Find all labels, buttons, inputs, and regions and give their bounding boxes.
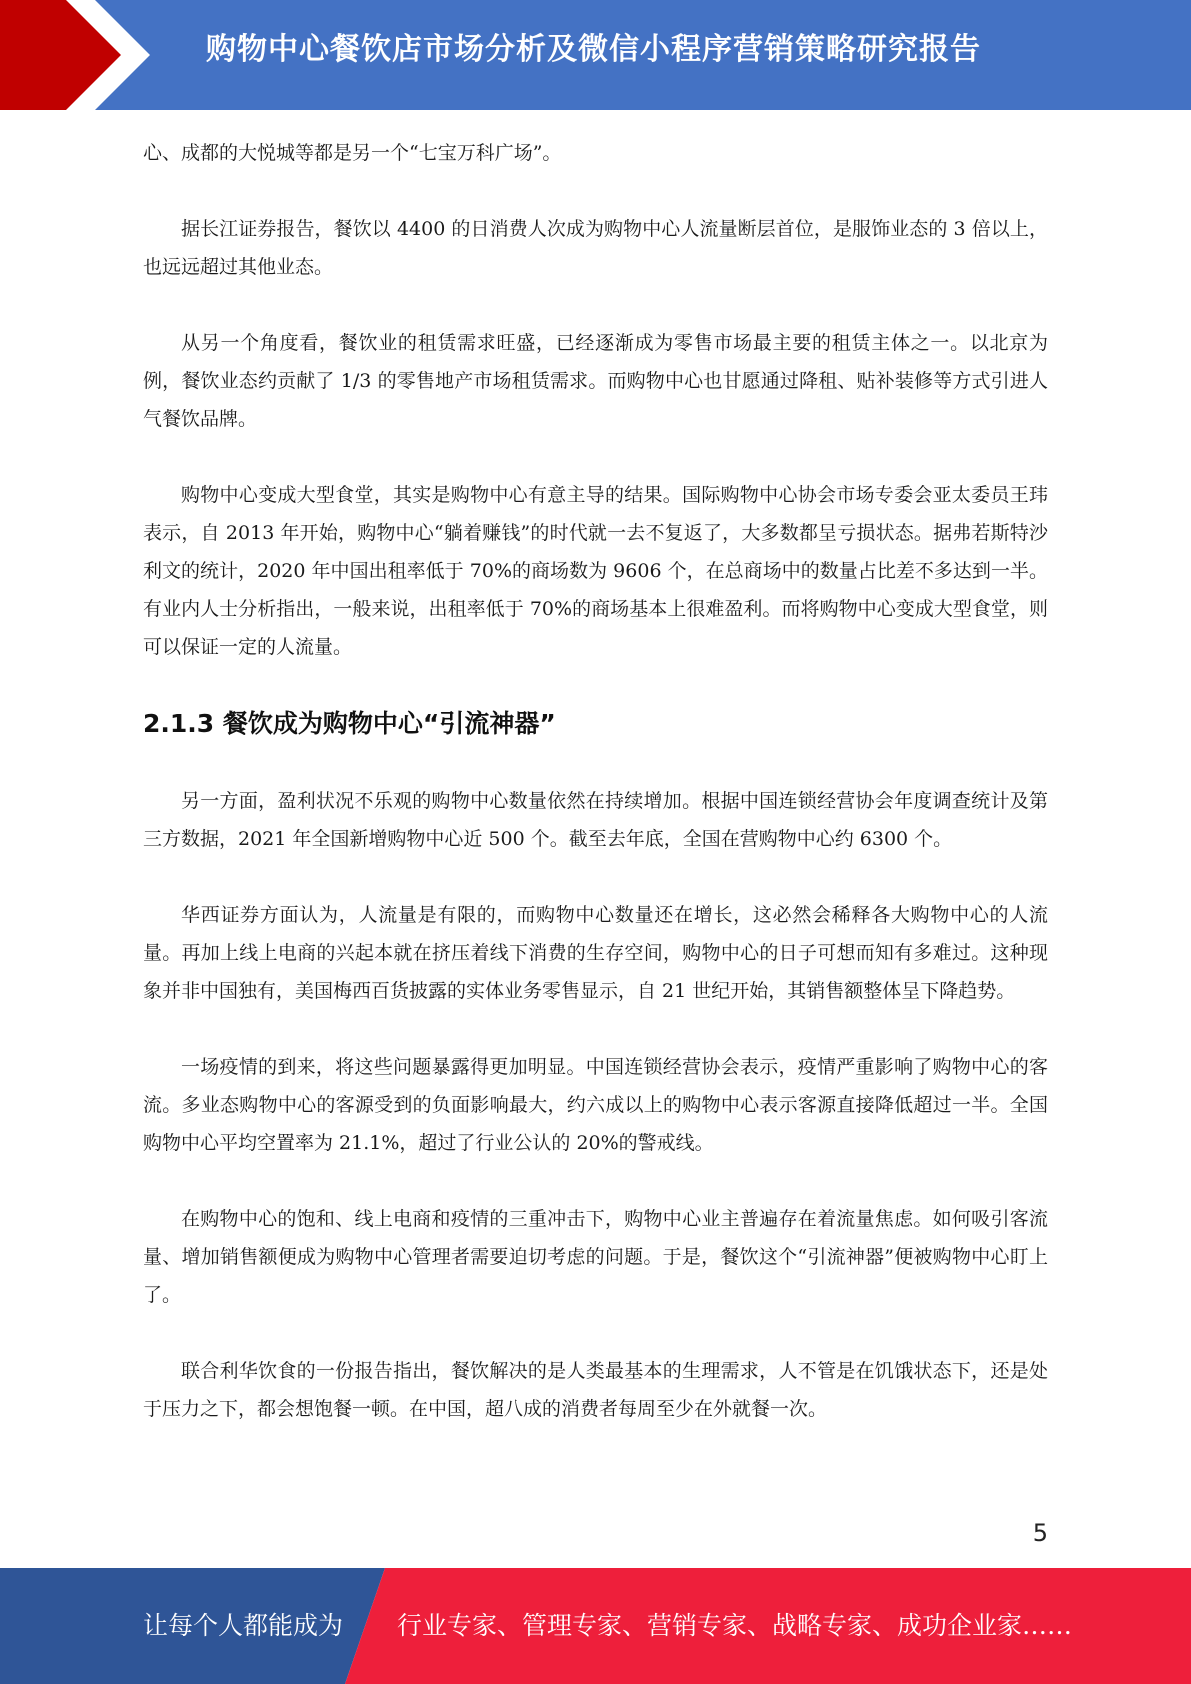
paragraph: 购物中心变成大型食堂，其实是购物中心有意主导的结果。国际购物中心协会市场专委会亚太委员王玮表示，自 2013 年开始，购物中心“躺着赚钱”的时代就一去不复返了，大多数都呈亏损状态。据弗若斯特沙利文的统计，2020 年中国出租率低于 70%的商场数为 9606 个，在总商场中的数量占比差不多达到一半。有业内人士分析指出，一般来说，出租率低于 70%的商场基本上很难盈利。而将购物中心变成大型食堂，则可以保证一定的人流量。 [143, 484, 1048, 658]
paragraph: 另一方面，盈利状况不乐观的购物中心数量依然在持续增加。根据中国连锁经营协会年度调查统计及第三方数据，2021 年全国新增购物中心近 500 个。截至去年底，全国在营购物中心约 6300 个。 [143, 790, 1048, 850]
page-number: 5 [1032, 1519, 1048, 1547]
paragraph: 一场疫情的到来，将这些问题暴露得更加明显。中国连锁经营协会表示，疫情严重影响了购物中心的客流。多业态购物中心的客源受到的负面影响最大，约六成以上的购物中心表示客源直接降低超过一半。全国购物中心平均空置率为 21.1%，超过了行业公认的 20%的警戒线。 [143, 1056, 1048, 1154]
paragraph: 联合利华饮食的一份报告指出，餐饮解决的是人类最基本的生理需求，人不管是在饥饿状态下，还是处于压力之下，都会想饱餐一顿。在中国，超八成的消费者每周至少在外就餐一次。 [143, 1360, 1048, 1420]
page-footer [0, 1568, 1191, 1684]
page-header [0, 0, 1191, 110]
header-arrow-decoration [0, 0, 160, 110]
paragraph: 从另一个角度看，餐饮业的租赁需求旺盛，已经逐渐成为零售市场最主要的租赁主体之一。以北京为例，餐饮业态约贡献了 1/3 的零售地产市场租赁需求。而购物中心也甘愿通过降租、贴补装修等方式引进人气餐饮品牌。 [143, 332, 1048, 430]
paragraph: 华西证券方面认为，人流量是有限的，而购物中心数量还在增长，这必然会稀释各大购物中心的人流量。再加上线上电商的兴起本就在挤压着线下消费的生存空间，购物中心的日子可想而知有多难过。这种现象并非中国独有，美国梅西百货披露的实体业务零售显示，自 21 世纪开始，其销售额整体呈下降趋势。 [143, 904, 1048, 1002]
footer-slogan-left: 让每个人都能成为 [143, 1611, 344, 1640]
paragraph: 心、成都的大悦城等都是另一个“七宝万科广场”。 [143, 142, 562, 164]
paragraph: 在购物中心的饱和、线上电商和疫情的三重冲击下，购物中心业主普遍存在着流量焦虑。如何吸引客流量、增加销售额便成为购物中心管理者需要迫切考虑的问题。于是，餐饮这个“引流神器”便被购物中心盯上了。 [143, 1208, 1048, 1306]
section-heading: 2.1.3 餐饮成为购物中心“引流神器” [143, 709, 556, 738]
report-title: 购物中心餐饮店市场分析及微信小程序营销策略研究报告 [206, 32, 981, 67]
paragraph: 据长江证券报告，餐饮以 4400 的日消费人次成为购物中心人流量断层首位，是服饰业态的 3 倍以上，也远远超过其他业态。 [143, 218, 1048, 278]
footer-slogan-right: 行业专家、管理专家、营销专家、战略专家、成功企业家…… [397, 1611, 1073, 1640]
page-content [143, 134, 1048, 1466]
